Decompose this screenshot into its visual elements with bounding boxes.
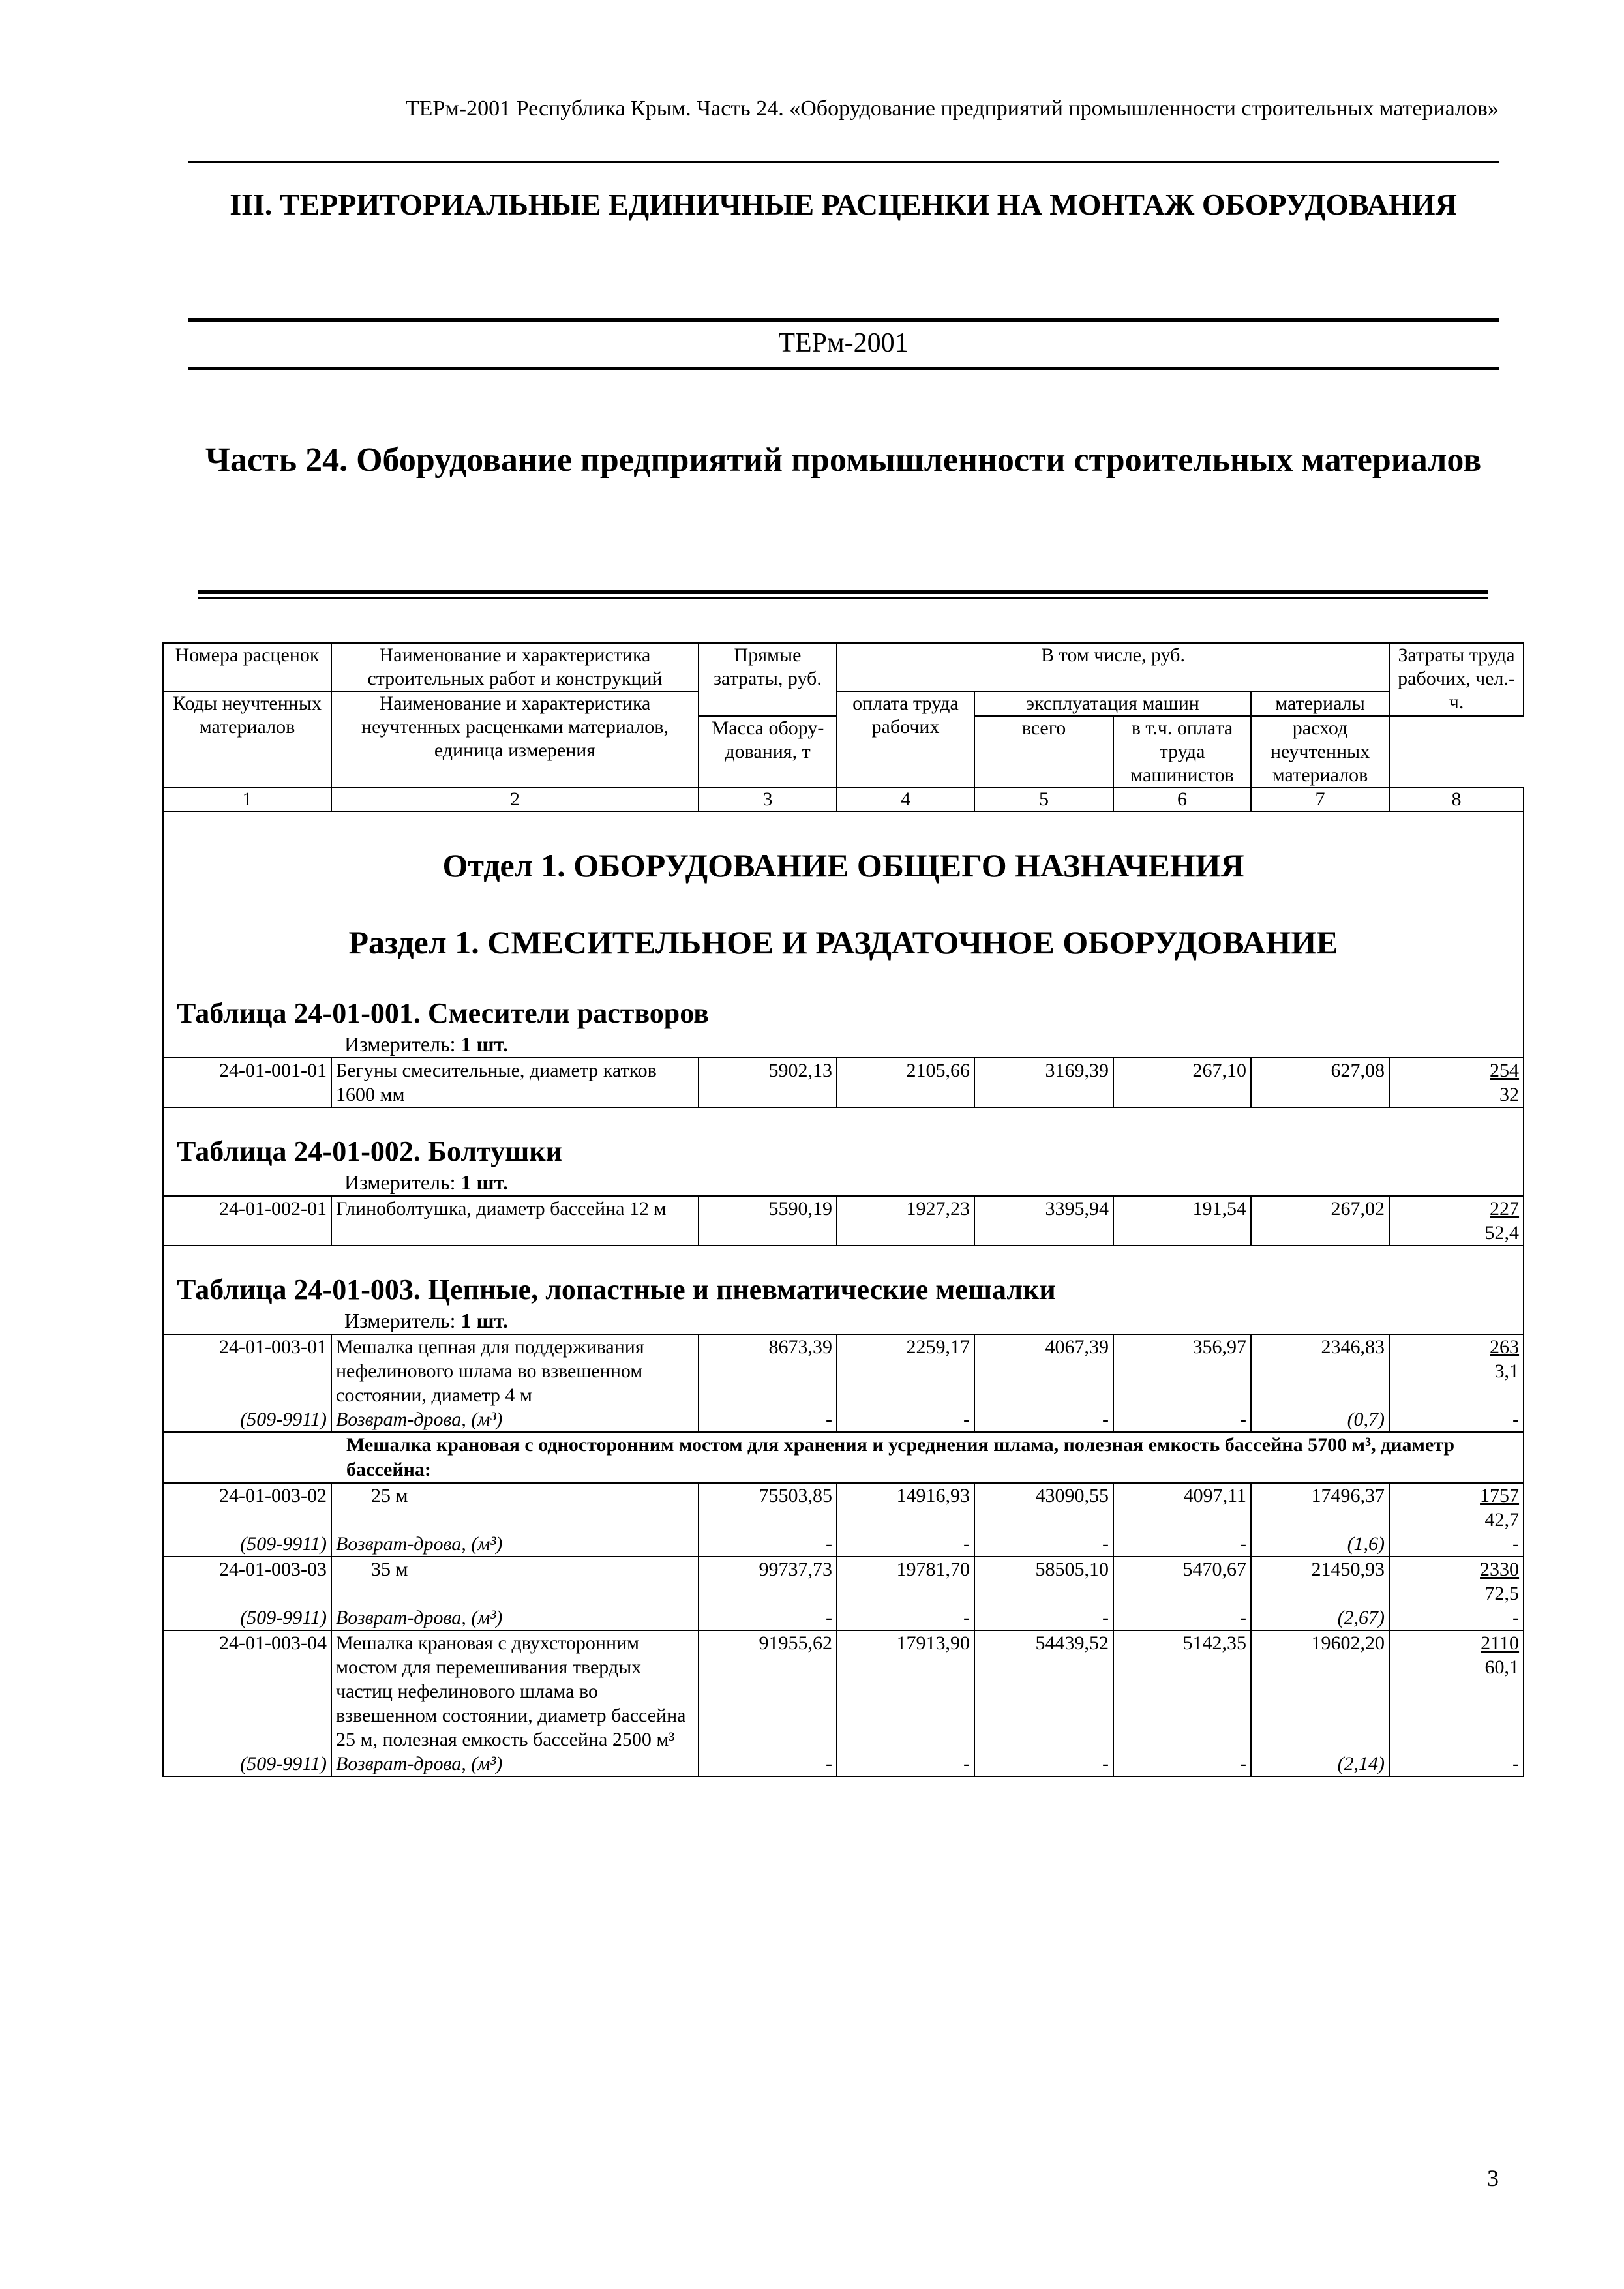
rate-name: 35 м xyxy=(331,1557,699,1606)
otdel-title: Отдел 1. ОБОРУДОВАНИЕ ОБЩЕГО НАЗНАЧЕНИЯ xyxy=(163,811,1524,905)
labor-hours: 2110 xyxy=(1481,1632,1520,1654)
code-box-bottom-rule xyxy=(188,367,1499,370)
operator-wage: 191,54 xyxy=(1113,1196,1251,1246)
col7-header: расход неучтенных материалов xyxy=(1251,716,1389,788)
rate-code: 24-01-003-02 xyxy=(163,1483,331,1532)
razdel-row xyxy=(163,905,1524,988)
rate-code: 24-01-001-01 xyxy=(163,1058,331,1107)
dash-cell: - xyxy=(837,1407,974,1432)
dash-cell: - xyxy=(974,1407,1113,1432)
labor-wage: 1927,23 xyxy=(837,1196,974,1246)
group-heading: Мешалка крановая с односторонним мостом для хранения и усреднения шлама, полезная емкость бассейна 5700 м³, диаметр бассейна: xyxy=(163,1432,1524,1483)
equipment-mass: 60,1 xyxy=(1484,1656,1520,1678)
measure-value: 1 шт. xyxy=(460,1032,508,1056)
equipment-mass: 42,7 xyxy=(1484,1509,1520,1531)
table-row xyxy=(163,1557,1524,1606)
col-number: 7 xyxy=(1251,788,1389,811)
material-name: Возврат-дрова, (м³) xyxy=(331,1407,699,1432)
rate-name: 25 м xyxy=(331,1483,699,1532)
double-rule-upper xyxy=(198,590,1488,594)
materials-cost: 627,08 xyxy=(1251,1058,1389,1107)
labor-wage: 2105,66 xyxy=(837,1058,974,1107)
table-row xyxy=(163,1196,1524,1246)
col-number: 6 xyxy=(1113,788,1251,811)
page-number: 3 xyxy=(1487,2165,1499,2191)
labor-hours: 2330 xyxy=(1480,1559,1520,1580)
measure-row xyxy=(163,1031,1524,1058)
materials-cost: 19602,20 xyxy=(1251,1630,1389,1752)
measure-value: 1 шт. xyxy=(460,1171,508,1194)
dash-cell: - xyxy=(974,1752,1113,1776)
dash-cell: - xyxy=(837,1752,974,1776)
material-quantity: (2,14) xyxy=(1251,1752,1389,1776)
dash-cell: - xyxy=(699,1532,837,1557)
material-quantity: (0,7) xyxy=(1251,1407,1389,1432)
measure-value: 1 шт. xyxy=(460,1309,508,1332)
direct-cost: 91955,62 xyxy=(699,1630,837,1752)
measure-unit xyxy=(163,1169,1524,1196)
machine-total: 4067,39 xyxy=(974,1334,1113,1407)
col1-top-header: Номера расценок xyxy=(163,643,331,691)
table-row xyxy=(163,1483,1524,1532)
dash-cell: - xyxy=(699,1407,837,1432)
operator-wage: 267,10 xyxy=(1113,1058,1251,1107)
materials-header: материалы xyxy=(1251,691,1389,716)
equipment-mass: 3,1 xyxy=(1494,1360,1520,1382)
double-rule-lower xyxy=(198,597,1488,599)
material-row xyxy=(163,1606,1524,1630)
material-code: (509-9911) xyxy=(163,1532,331,1557)
labor-mass-cell xyxy=(1389,1630,1524,1752)
table-row xyxy=(163,1058,1524,1107)
group-heading-row xyxy=(163,1432,1524,1483)
material-row xyxy=(163,1407,1524,1432)
labor-wage: 19781,70 xyxy=(837,1557,974,1606)
running-header: ТЕРм-2001 Республика Крым. Часть 24. «Оборудование предприятий промышленности строительных материалов» xyxy=(405,97,1499,121)
table-title: Таблица 24-01-003. Цепные, лопастные и пневматические мешалки xyxy=(163,1246,1524,1308)
measure-row xyxy=(163,1308,1524,1334)
code-label: ТЕРм-2001 xyxy=(778,328,909,358)
table-title: Таблица 24-01-001. Смесители растворов xyxy=(163,988,1524,1031)
otdel-row xyxy=(163,811,1524,905)
table-header-row-2 xyxy=(163,691,1524,716)
labor-hours: 263 xyxy=(1490,1336,1520,1358)
part-title: Часть 24. Оборудование предприятий промышленности строительных материалов xyxy=(205,441,1482,479)
material-code: (509-9911) xyxy=(163,1752,331,1776)
labor-wage: 14916,93 xyxy=(837,1483,974,1532)
col-number: 2 xyxy=(331,788,699,811)
materials-cost: 267,02 xyxy=(1251,1196,1389,1246)
col2-top-header: Наименование и характеристика строительных работ и конструкций xyxy=(331,643,699,691)
col-number: 5 xyxy=(974,788,1113,811)
table-title: Таблица 24-01-002. Болтушки xyxy=(163,1107,1524,1169)
measure-label: Измеритель: xyxy=(344,1032,456,1056)
labor-mass-cell xyxy=(1389,1557,1524,1606)
dash-cell: - xyxy=(1389,1532,1524,1557)
table-header-row-1 xyxy=(163,643,1524,691)
operator-wage: 4097,11 xyxy=(1113,1483,1251,1532)
col-number: 3 xyxy=(699,788,837,811)
rate-code: 24-01-002-01 xyxy=(163,1196,331,1246)
material-code: (509-9911) xyxy=(163,1606,331,1630)
dash-cell: - xyxy=(974,1532,1113,1557)
direct-cost: 99737,73 xyxy=(699,1557,837,1606)
labor-wage: 2259,17 xyxy=(837,1334,974,1407)
col-number: 1 xyxy=(163,788,331,811)
material-row xyxy=(163,1532,1524,1557)
equipment-mass: 32 xyxy=(1499,1084,1520,1105)
machine-total: 3395,94 xyxy=(974,1196,1113,1246)
rate-name: Бегуны смесительные, диаметр катков 1600 мм xyxy=(331,1058,699,1107)
measure-unit xyxy=(163,1308,1524,1334)
material-name: Возврат-дрова, (м³) xyxy=(331,1752,699,1776)
col6-header: в т.ч. оплата труда машинистов xyxy=(1113,716,1251,788)
direct-cost: 75503,85 xyxy=(699,1483,837,1532)
measure-label: Измеритель: xyxy=(344,1309,456,1332)
labor-hours: 1757 xyxy=(1480,1485,1520,1506)
dash-cell: - xyxy=(1113,1606,1251,1630)
table-row xyxy=(163,1334,1524,1407)
direct-cost: 5590,19 xyxy=(699,1196,837,1246)
dash-cell: - xyxy=(1389,1407,1524,1432)
measure-row xyxy=(163,1169,1524,1196)
header-rule xyxy=(188,161,1499,163)
machine-total: 3169,39 xyxy=(974,1058,1113,1107)
col-number: 4 xyxy=(837,788,974,811)
dash-cell: - xyxy=(1113,1532,1251,1557)
rate-code: 24-01-003-03 xyxy=(163,1557,331,1606)
labor-mass-cell xyxy=(1389,1058,1524,1107)
labor-hours: 254 xyxy=(1490,1060,1520,1081)
dash-cell: - xyxy=(699,1606,837,1630)
material-name: Возврат-дрова, (м³) xyxy=(331,1532,699,1557)
equipment-mass: 72,5 xyxy=(1484,1583,1520,1604)
materials-cost: 2346,83 xyxy=(1251,1334,1389,1407)
col-number: 8 xyxy=(1389,788,1524,811)
rate-name: Мешалка цепная для поддерживания нефелинового шлама во взвешенном состоянии, диаметр 4 м xyxy=(331,1334,699,1407)
dash-cell: - xyxy=(837,1532,974,1557)
col8-bottom-header: Масса обору-дования, т xyxy=(699,716,837,788)
rate-name: Мешалка крановая с двухсторонним мостом для перемешивания твердых частиц нефелинового шлама во взвешенном состоянии, диаметр бассейна 25 м, полезная емкость бассейна 2500 м³ xyxy=(331,1630,699,1752)
dash-cell: - xyxy=(837,1606,974,1630)
machine-total: 58505,10 xyxy=(974,1557,1113,1606)
material-row xyxy=(163,1752,1524,1776)
table-title-row xyxy=(163,988,1524,1031)
col2-bottom-header: Наименование и характеристика неучтенных расценками материалов, единица измерения xyxy=(331,691,699,788)
direct-cost: 8673,39 xyxy=(699,1334,837,1407)
rate-code: 24-01-003-04 xyxy=(163,1630,331,1752)
col3-header: Прямые затраты, руб. xyxy=(699,643,837,716)
col5-header: всего xyxy=(974,716,1113,788)
incl-header: В том числе, руб. xyxy=(837,643,1389,691)
direct-cost: 5902,13 xyxy=(699,1058,837,1107)
dash-cell: - xyxy=(1389,1606,1524,1630)
rates-table xyxy=(162,642,1524,1777)
razdel-title: Раздел 1. СМЕСИТЕЛЬНОЕ И РАЗДАТОЧНОЕ ОБОРУДОВАНИЕ xyxy=(163,905,1524,988)
machine-total: 43090,55 xyxy=(974,1483,1113,1532)
col4-header: оплата труда рабочих xyxy=(837,691,974,788)
operator-wage: 5142,35 xyxy=(1113,1630,1251,1752)
dash-cell: - xyxy=(1113,1407,1251,1432)
measure-label: Измеритель: xyxy=(344,1171,456,1194)
operator-wage: 5470,67 xyxy=(1113,1557,1251,1606)
labor-wage: 17913,90 xyxy=(837,1630,974,1752)
rate-name: Глиноболтушка, диаметр бассейна 12 м xyxy=(331,1196,699,1246)
material-quantity: (1,6) xyxy=(1251,1532,1389,1557)
measure-unit xyxy=(163,1031,1524,1058)
dash-cell: - xyxy=(1389,1752,1524,1776)
labor-hours: 227 xyxy=(1490,1198,1520,1219)
table-title-row xyxy=(163,1107,1524,1169)
machines-header: эксплуатация машин xyxy=(974,691,1251,716)
code-box-top-rule xyxy=(188,318,1499,322)
column-numbers-row xyxy=(163,788,1524,811)
operator-wage: 356,97 xyxy=(1113,1334,1251,1407)
labor-mass-cell xyxy=(1389,1196,1524,1246)
materials-cost: 17496,37 xyxy=(1251,1483,1389,1532)
material-code: (509-9911) xyxy=(163,1407,331,1432)
labor-mass-cell xyxy=(1389,1334,1524,1407)
dash-cell: - xyxy=(974,1606,1113,1630)
dash-cell: - xyxy=(699,1752,837,1776)
equipment-mass: 52,4 xyxy=(1484,1222,1520,1244)
labor-mass-cell xyxy=(1389,1483,1524,1532)
material-quantity: (2,67) xyxy=(1251,1606,1389,1630)
col8-top-header: Затраты труда рабочих, чел.-ч. xyxy=(1389,643,1524,716)
material-name: Возврат-дрова, (м³) xyxy=(331,1606,699,1630)
section-title: III. ТЕРРИТОРИАЛЬНЫЕ ЕДИНИЧНЫЕ РАСЦЕНКИ НА МОНТАЖ ОБОРУДОВАНИЯ xyxy=(230,188,1457,221)
col1-bottom-header: Коды неучтенных материалов xyxy=(163,691,331,788)
table-row xyxy=(163,1630,1524,1752)
rate-code: 24-01-003-01 xyxy=(163,1334,331,1407)
machine-total: 54439,52 xyxy=(974,1630,1113,1752)
materials-cost: 21450,93 xyxy=(1251,1557,1389,1606)
dash-cell: - xyxy=(1113,1752,1251,1776)
table-title-row xyxy=(163,1246,1524,1308)
